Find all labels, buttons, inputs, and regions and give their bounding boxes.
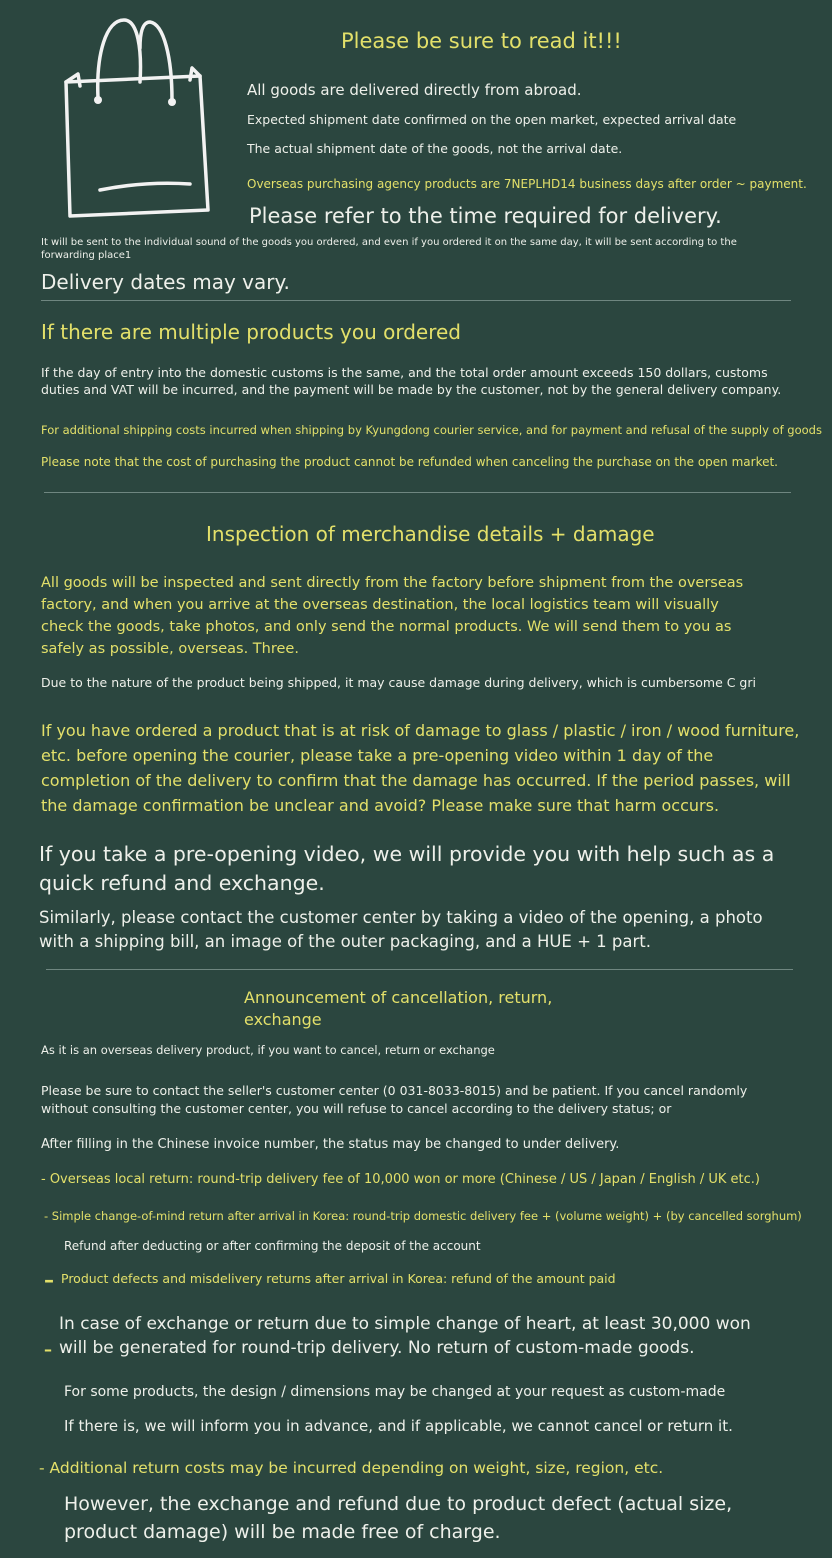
page-title: Please be sure to read it!!! xyxy=(341,29,622,53)
inspection-heading: Inspection of merchandise details + damage xyxy=(206,522,655,546)
multi-p2: For additional shipping costs incurred when shipping by Kyungdong courier service, and for payment and refusal of the supply of goods xyxy=(41,423,822,437)
cancel-p11: - Additional return costs may be incurred depending on weight, size, region, etc. xyxy=(39,1459,664,1477)
header-line-5: Please refer to the time required for delivery. xyxy=(249,204,722,228)
cancel-heading: Announcement of cancellation, return, exchange xyxy=(244,988,553,1029)
inspection-p2: Due to the nature of the product being shipped, it may cause damage during delivery, which is cumbersome C gri xyxy=(41,675,756,690)
header-line-3: The actual shipment date of the goods, not the arrival date. xyxy=(247,141,623,156)
multi-p3: Please note that the cost of purchasing the product cannot be refunded when canceling the purchase on the open market. xyxy=(41,455,778,469)
header-line-4: Overseas purchasing agency products are 7NEPLHD14 business days after order ~ payment. xyxy=(247,177,807,191)
cancel-p6: Refund after deducting or after confirming the deposit of the account xyxy=(64,1239,481,1253)
cancel-p8: In case of exchange or return due to simple change of heart, at least 30,000 won will be generated for round-trip delivery. No return of custom-made goods. xyxy=(59,1314,751,1358)
divider-1 xyxy=(41,300,791,301)
divider-2 xyxy=(44,492,791,493)
cancel-p1: As it is an overseas delivery product, if you want to cancel, return or exchange xyxy=(41,1043,495,1057)
header-line-1: All goods are delivered directly from abroad. xyxy=(247,81,582,99)
cancel-p3: After filling in the Chinese invoice number, the status may be changed to under delivery. xyxy=(41,1137,620,1152)
inspection-p4: If you take a pre-opening video, we will provide you with help such as a quick refund and exchange. xyxy=(39,842,775,895)
delivery-vary: Delivery dates may vary. xyxy=(41,270,290,294)
cancel-p4: - Overseas local return: round-trip delivery fee of 10,000 won or more (Chinese / US / Japan / English / UK etc.) xyxy=(41,1172,760,1187)
header-note: It will be sent to the individual sound of the goods you ordered, and even if you ordered it on the same day, it will be sent according to the forwarding place1 xyxy=(41,237,737,261)
header-line-2: Expected shipment date confirmed on the open market, expected arrival date xyxy=(247,112,737,127)
multi-p1: If the day of entry into the domestic customs is the same, and the total order amount exceeds 150 dollars, customs duties and VAT will be incurred, and the payment will be made by the customer, not by the general delivery company. xyxy=(41,365,782,397)
divider-3 xyxy=(46,969,793,970)
cancel-p9: For some products, the design / dimensions may be changed at your request as custom-made xyxy=(64,1384,726,1400)
inspection-p1: All goods will be inspected and sent directly from the factory before shipment from the overseas factory, and when you arrive at the overseas destination, the local logistics team will visually check the goods, take photos, and only send the normal products. We will send them to you as safely as possible, overseas. Three. xyxy=(41,575,744,657)
multi-heading: If there are multiple products you ordered xyxy=(41,320,461,344)
shopping-bag-icon xyxy=(60,14,220,220)
cancel-p12: However, the exchange and refund due to product defect (actual size, product damage) will be made free of charge. xyxy=(64,1493,733,1543)
inspection-p3: If you have ordered a product that is at risk of damage to glass / plastic / iron / wood furniture, etc. before opening the courier, please take a pre-opening video within 1 day of the completion of the delivery to confirm that the damage has occurred. If the period passes, will the damage confirmation be unclear and avoid? Please make sure that harm occurs. xyxy=(41,721,800,815)
cancel-p2: Please be sure to contact the seller's customer center (0 031-8033-8015) and be patient. If you cancel randomly without consulting the customer center, you will refuse to cancel according to the delivery status; or xyxy=(41,1083,748,1116)
cancel-p7: Product defects and misdelivery returns after arrival in Korea: refund of the amount paid xyxy=(61,1271,616,1286)
inspection-p5: Similarly, please contact the customer center by taking a video of the opening, a photo with a shipping bill, an image of the outer packaging, and a HUE + 1 part. xyxy=(39,908,763,951)
cancel-p10: If there is, we will inform you in advance, and if applicable, we cannot cancel or return it. xyxy=(64,1417,733,1435)
cancel-p5: - Simple change-of-mind return after arrival in Korea: round-trip domestic delivery fee + (volume weight) + (by cancelled sorghum) xyxy=(44,1209,802,1223)
dash-marker-2: – xyxy=(44,1340,52,1359)
dash-marker-1: – xyxy=(44,1268,54,1292)
